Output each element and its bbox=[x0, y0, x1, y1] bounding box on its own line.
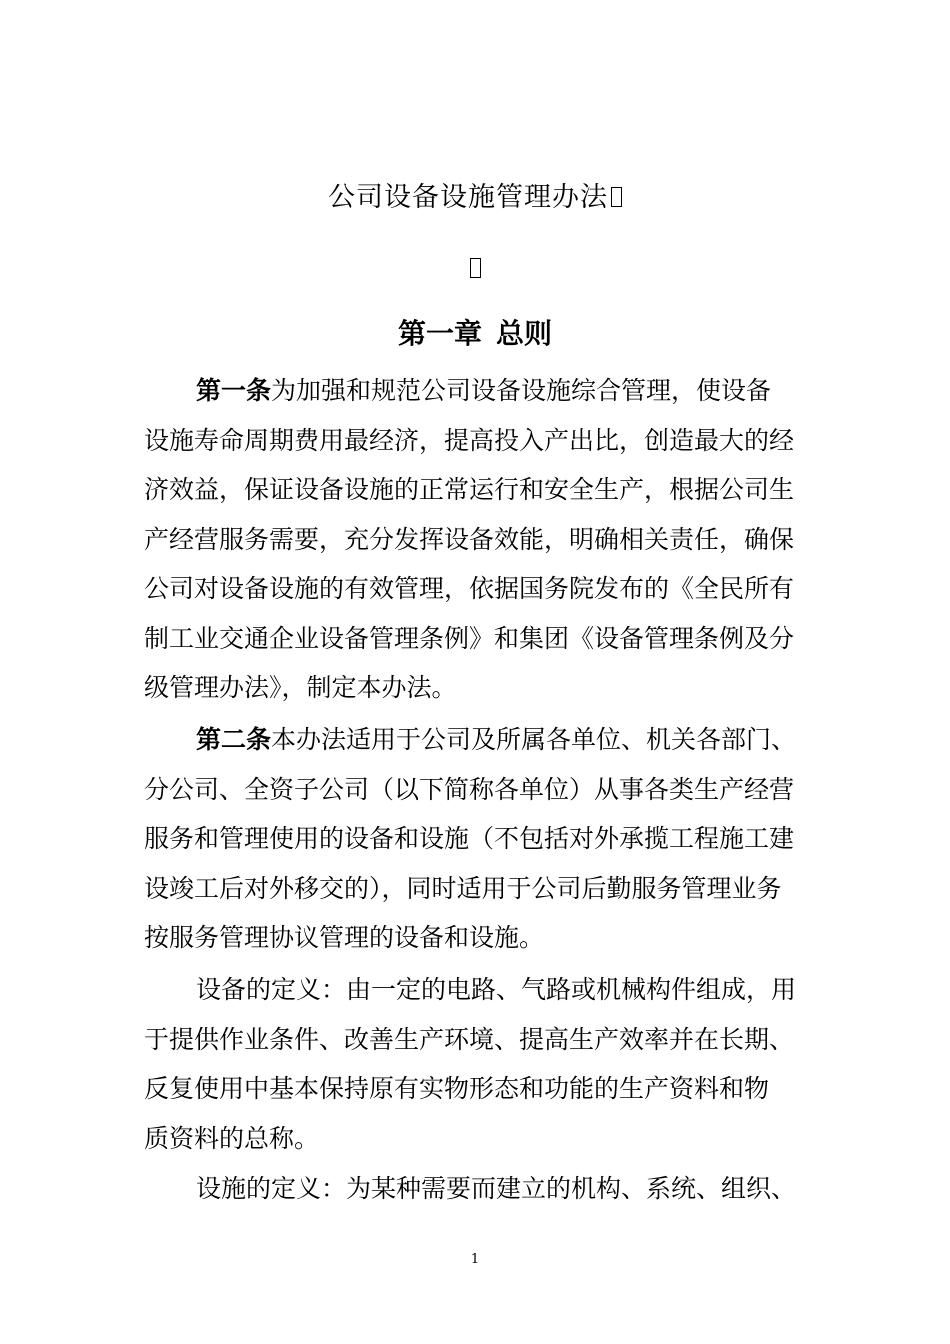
document-title bbox=[0, 178, 950, 218]
chapter-heading bbox=[0, 312, 950, 356]
article-line bbox=[144, 715, 824, 765]
article-line: 服务和管理使用的设备和设施（不包括对外承揽工程施工建 bbox=[144, 824, 795, 853]
article-line bbox=[144, 366, 824, 416]
article-line: 设施寿命周期费用最经济，提高投入产出比，创造最大的经 bbox=[144, 425, 795, 455]
chapter-label: 第一章 bbox=[397, 317, 482, 350]
article-line: 级管理办法》，制定本办法。 bbox=[144, 673, 457, 702]
article-text: 本办法适用于公司及所属各单位、机关各部门、 bbox=[271, 725, 797, 754]
document-title-text: 公司设备设施管理办法 bbox=[328, 182, 608, 213]
chapter-title: 总则 bbox=[496, 317, 553, 350]
article-line: 分公司、全资子公司（以下简称各单位）从事各类生产经营 bbox=[144, 774, 795, 804]
definition-line: 设施的定义：为某种需要而建立的机构、系统、组织、 bbox=[196, 1174, 797, 1203]
definition-equipment bbox=[144, 965, 824, 1163]
article-text: 为加强和规范公司设备设施综合管理，使设备 bbox=[271, 376, 772, 405]
article-2 bbox=[144, 715, 824, 963]
definition-line: 质资料的总称。 bbox=[144, 1123, 320, 1153]
article-line: 制工业交通企业设备管理条例》和集团《设备管理条例及分 bbox=[144, 623, 795, 653]
article-1 bbox=[144, 366, 824, 713]
article-line: 公司对设备设施的有效管理，依据国务院发布的《全民所有 bbox=[144, 574, 795, 603]
missing-glyph-icon bbox=[470, 258, 481, 278]
article-label: 第二条 bbox=[196, 725, 272, 754]
definition-line: 设备的定义：由一定的电路、气路或机械构件组成，用 bbox=[196, 975, 797, 1004]
page-number: 1 bbox=[470, 1252, 480, 1267]
article-line: 产经营服务需要，充分发挥设备效能，明确相关责任，确保 bbox=[144, 524, 795, 554]
missing-glyph-icon bbox=[611, 187, 622, 207]
article-line: 济效益，保证设备设施的正常运行和安全生产，根据公司生 bbox=[144, 475, 795, 504]
article-line: 设竣工后对外移交的），同时适用于公司后勤服务管理业务 bbox=[144, 873, 782, 903]
article-line: 按服务管理协议管理的设备和设施。 bbox=[144, 923, 545, 952]
definition-line: 于提供作业条件、改善生产环境、提高生产效率并在长期、 bbox=[144, 1024, 795, 1054]
definition-line: 反复使用中基本保持原有实物形态和功能的生产资料和物 bbox=[144, 1074, 770, 1103]
blank-line bbox=[0, 258, 950, 282]
article-label: 第一条 bbox=[196, 376, 272, 405]
definition-facility bbox=[144, 1164, 824, 1214]
